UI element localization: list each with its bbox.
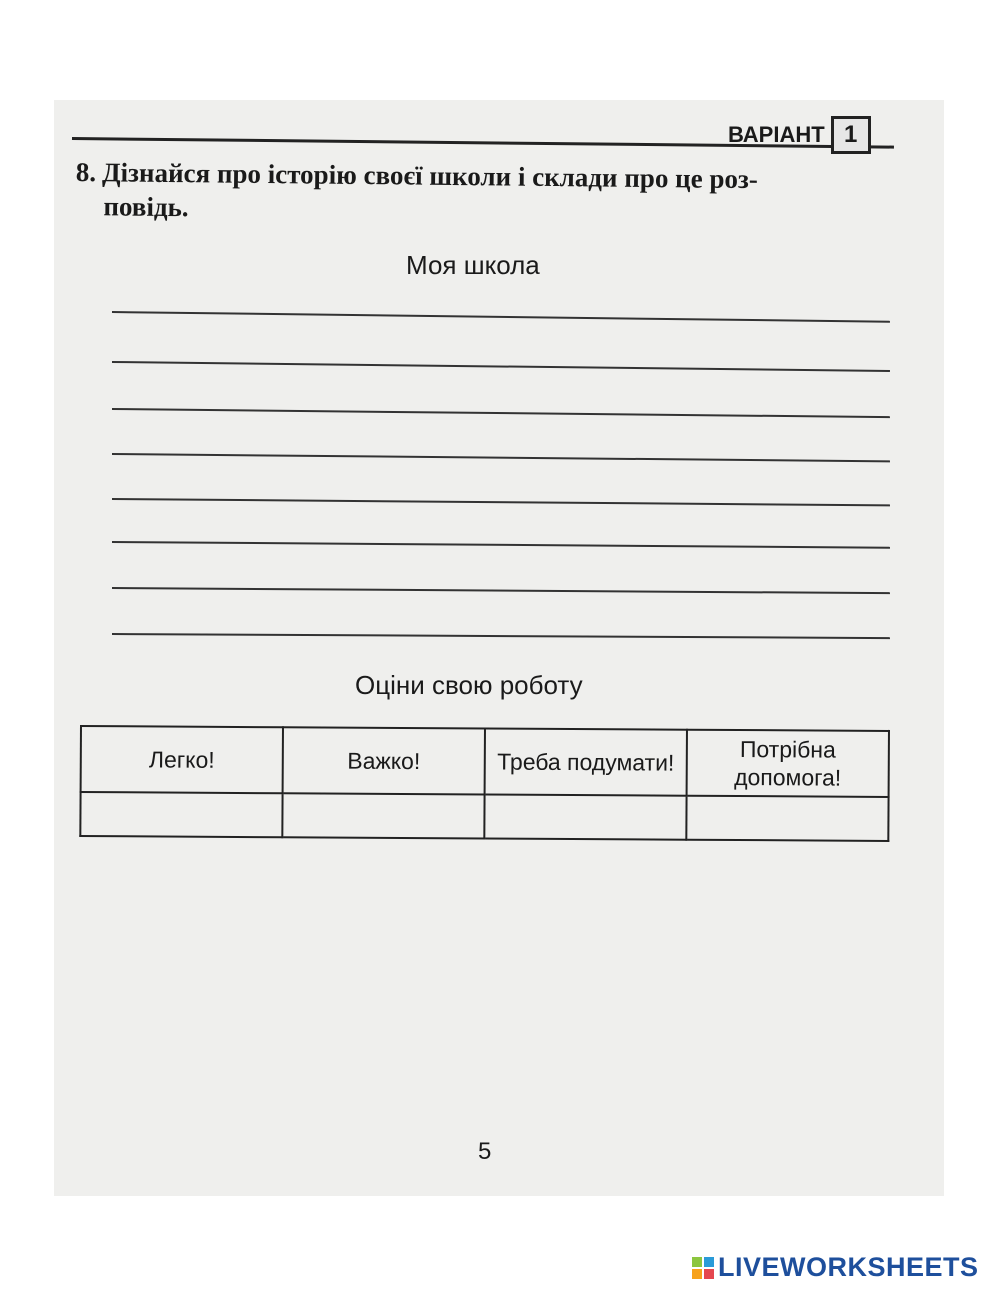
mark-cell-help[interactable] bbox=[686, 796, 888, 841]
variant-label: ВАРІАНТ bbox=[728, 122, 825, 147]
liveworksheets-icon bbox=[692, 1257, 714, 1279]
mark-cell-think[interactable] bbox=[484, 794, 686, 839]
mark-cell-easy[interactable] bbox=[80, 792, 282, 837]
liveworksheets-logo bbox=[692, 1252, 979, 1283]
mark-cell-hard[interactable] bbox=[282, 793, 484, 838]
task-number: 8. bbox=[75, 156, 97, 188]
page-number: 5 bbox=[478, 1138, 492, 1165]
option-help: Потрібна допомога! bbox=[687, 730, 889, 797]
variant-number: 1 bbox=[831, 116, 871, 154]
task-text-line-1: Дізнайся про історію своєї школи і склади про це роз- bbox=[101, 157, 758, 195]
task-text-line-2: повідь. bbox=[103, 191, 189, 223]
story-title: Моя школа bbox=[406, 250, 540, 280]
self-assessment-table bbox=[79, 725, 890, 842]
brand-name: LIVEWORKSHEETS bbox=[718, 1252, 979, 1282]
option-think: Треба подумати! bbox=[485, 728, 687, 795]
option-hard: Важко! bbox=[283, 727, 485, 794]
self-assessment-title: Оціни свою роботу bbox=[355, 670, 583, 700]
task-instruction bbox=[75, 155, 896, 232]
variant-badge bbox=[728, 116, 871, 154]
option-easy: Легко! bbox=[81, 726, 283, 793]
